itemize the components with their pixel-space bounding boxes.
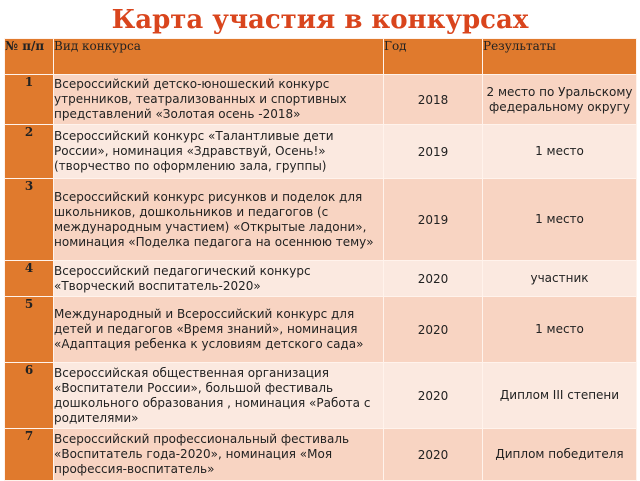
row-type: Всероссийский конкурс «Талантливые дети России», номинация «Здравствуй, Осень!» (творчество по оформлению зала, группы) [54,125,384,179]
row-result: Диплом победителя [483,429,637,481]
row-num: 4 [5,261,54,297]
table-row [5,363,637,429]
page-title: Карта участия в конкурсах [111,5,529,35]
table-row [5,125,637,179]
row-num: 7 [5,429,54,481]
competitions-table [4,38,637,481]
row-num: 2 [5,125,54,179]
row-num: 6 [5,363,54,429]
row-year: 2018 [384,75,483,125]
table-row [5,75,637,125]
header-year: Год [384,39,483,75]
row-type: Всероссийская общественная организация «Воспитатели России», большой фестиваль дошкольного образования , номинация «Работа с родителями» [54,363,384,429]
row-result: 1 место [483,125,637,179]
row-num: 1 [5,75,54,125]
row-result: 1 место [483,297,637,363]
row-result: 2 место по Уральскому федеральному округу [483,75,637,125]
row-type: Всероссийский профессиональный фестиваль «Воспитатель года-2020», номинация «Моя профессия-воспитатель» [54,429,384,481]
table-row [5,261,637,297]
row-num: 3 [5,179,54,261]
header-result: Результаты [483,39,637,75]
row-result: 1 место [483,179,637,261]
table-row [5,297,637,363]
table-row [5,179,637,261]
header-num: № п/п [5,39,54,75]
row-result: участник [483,261,637,297]
row-year: 2020 [384,297,483,363]
row-type: Международный и Всероссийский конкурс для детей и педагогов «Время знаний», номинация «Адаптация ребенка к условиям детского сада» [54,297,384,363]
row-type: Всероссийский конкурс рисунков и поделок для школьников, дошкольников и педагогов (с международным участием) «Открытые ладони», номинация «Поделка педагога на осеннюю тему» [54,179,384,261]
header-type: Вид конкурса [54,39,384,75]
row-year: 2020 [384,429,483,481]
row-year: 2020 [384,363,483,429]
row-type: Всероссийский детско-юношеский конкурс утренников, театрализованных и спортивных представлений «Золотая осень -2018» [54,75,384,125]
row-num: 5 [5,297,54,363]
table-header-row [5,39,637,75]
table-row [5,429,637,481]
row-year: 2019 [384,179,483,261]
row-year: 2019 [384,125,483,179]
row-type: Всероссийский педагогический конкурс «Творческий воспитатель-2020» [54,261,384,297]
row-result: Диплом III степени [483,363,637,429]
row-year: 2020 [384,261,483,297]
